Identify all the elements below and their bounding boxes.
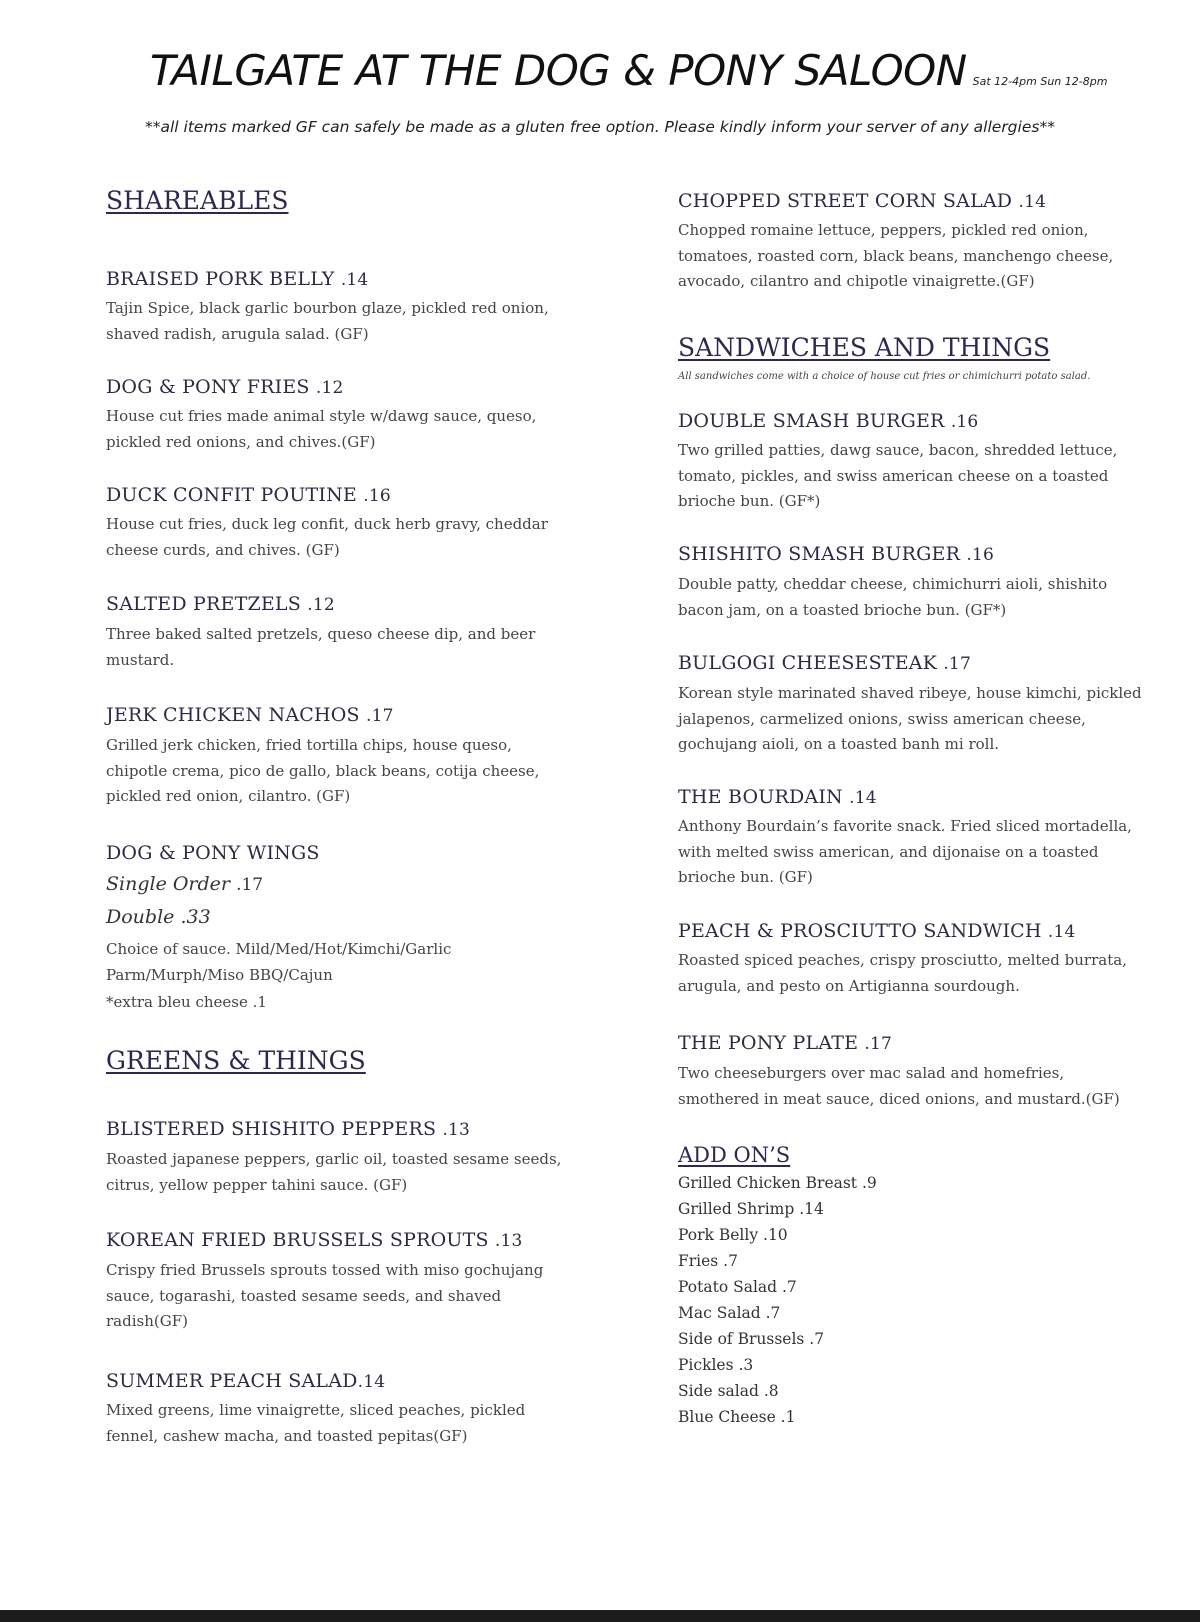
item-title: SALTED PRETZELS	[106, 593, 301, 615]
item-name	[678, 543, 994, 565]
item-price: .12	[315, 378, 344, 398]
section-shareables: SHAREABLES	[106, 186, 289, 215]
item-description: House cut fries, duck leg confit, duck herb gravy, cheddar cheese curds, and chives. (GF)	[106, 515, 548, 559]
wings-description: Choice of sauce. Mild/Med/Hot/Kimchi/Garlic Parm/Murph/Miso BBQ/Cajun	[106, 940, 452, 984]
wings-single-price: .17	[236, 875, 264, 895]
item-description: Mixed greens, lime vinaigrette, sliced peaches, pickled fennel, cashew macha, and toasted pepitas(GF)	[106, 1401, 526, 1445]
item-price: .16	[950, 412, 979, 432]
item-title: PEACH & PROSCIUTTO SANDWICH	[678, 920, 1042, 942]
item-title: SUMMER PEACH SALAD	[106, 1370, 358, 1392]
item-title: BULGOGI CHEESESTEAK	[678, 652, 938, 674]
item-title: SHISHITO SMASH BURGER	[678, 543, 961, 565]
addon-item: Side of Brussels .7	[678, 1330, 825, 1348]
item-description: Double patty, cheddar cheese, chimichurri aioli, shishito bacon jam, on a toasted brioche bun. (GF*)	[678, 575, 1108, 619]
item-price: .17	[943, 654, 971, 674]
bottom-border	[0, 1610, 1200, 1622]
item-name	[106, 484, 391, 506]
menu-title-text: TAILGATE AT THE DOG & PONY SALOON	[150, 46, 967, 95]
item-price: .14	[1047, 922, 1076, 942]
addon-item: Potato Salad .7	[678, 1278, 797, 1296]
section-greens: GREENS & THINGS	[106, 1046, 366, 1075]
item-description: Chopped romaine lettuce, peppers, pickled red onion, tomatoes, roasted corn, black beans, manchengo cheese, avocado, cilantro and chipotle vinaigrette.(GF)	[678, 221, 1114, 290]
addon-item: Fries .7	[678, 1252, 738, 1270]
item-title: BRAISED PORK BELLY	[106, 268, 335, 290]
item-name	[106, 268, 368, 290]
item-description: Three baked salted pretzels, queso cheese dip, and beer mustard.	[106, 625, 536, 669]
item-price: .17	[864, 1034, 893, 1054]
item-price: .14	[1018, 192, 1047, 212]
addon-item: Side salad .8	[678, 1382, 779, 1400]
item-name	[678, 410, 978, 432]
item-description: Two cheeseburgers over mac salad and homefries, smothered in meat sauce, diced onions, and mustard.(GF)	[678, 1064, 1120, 1108]
item-price: .14	[340, 270, 369, 290]
item-name	[106, 1370, 385, 1392]
addon-item: Pork Belly .10	[678, 1226, 788, 1244]
item-description: Korean style marinated shaved ribeye, house kimchi, pickled jalapenos, carmelized onions, swiss american cheese, gochujang aioli, on a toasted banh mi roll.	[678, 684, 1142, 753]
item-name	[106, 704, 394, 726]
addon-item: Grilled Shrimp .14	[678, 1200, 824, 1218]
addon-item: Mac Salad .7	[678, 1304, 781, 1322]
wings-name: DOG & PONY WINGS	[106, 842, 320, 864]
item-name	[106, 593, 335, 615]
item-title: DOG & PONY FRIES	[106, 376, 310, 398]
allergy-note: **all items marked GF can safely be made as a gluten free option. Please kindly inform your server of any allergies**	[145, 118, 1055, 136]
wings-extra: *extra bleu cheese .1	[106, 993, 267, 1011]
addon-item: Grilled Chicken Breast .9	[678, 1174, 877, 1192]
item-name	[106, 1229, 523, 1251]
item-title: KOREAN FRIED BRUSSELS SPROUTS	[106, 1229, 489, 1251]
item-price: .14	[357, 1372, 386, 1392]
addon-item: Blue Cheese .1	[678, 1408, 796, 1426]
item-title: THE PONY PLATE	[678, 1032, 859, 1054]
hours-text: Sat 12-4pm Sun 12-8pm	[972, 75, 1108, 88]
item-title: BLISTERED SHISHITO PEPPERS	[106, 1118, 437, 1140]
wings-double-label: Double	[106, 906, 175, 928]
item-title: JERK CHICKEN NACHOS	[106, 704, 360, 726]
section-addons: ADD ON’S	[678, 1143, 791, 1167]
item-name	[678, 786, 877, 808]
section-sandwiches: SANDWICHES AND THINGS	[678, 333, 1051, 362]
addon-item: Pickles .3	[678, 1356, 754, 1374]
item-title: CHOPPED STREET CORN SALAD	[678, 190, 1013, 212]
menu-title	[150, 46, 1150, 95]
wings-double	[106, 906, 211, 928]
item-price: .17	[366, 706, 394, 726]
item-title: THE BOURDAIN	[678, 786, 843, 808]
item-description: Roasted spiced peaches, crispy prosciutto, melted burrata, arugula, and pesto on Artigianna sourdough.	[678, 951, 1127, 995]
item-name	[678, 190, 1046, 212]
item-name	[678, 920, 1076, 942]
sandwich-side-note: All sandwiches come with a choice of house cut fries or chimichurri potato salad.	[678, 371, 1091, 382]
item-price: .12	[307, 595, 335, 615]
item-title: DOUBLE SMASH BURGER	[678, 410, 945, 432]
item-name	[678, 652, 971, 674]
item-price: .13	[442, 1120, 471, 1140]
item-name	[678, 1032, 892, 1054]
wings-double-price: .33	[180, 906, 211, 928]
item-description: Two grilled patties, dawg sauce, bacon, shredded lettuce, tomato, pickles, and swiss american cheese on a toasted brioche bun. (GF*)	[678, 441, 1118, 510]
item-title: DUCK CONFIT POUTINE	[106, 484, 358, 506]
wings-single	[106, 873, 263, 895]
item-price: .14	[849, 788, 877, 808]
item-price: .16	[966, 545, 995, 565]
item-description: Roasted japanese peppers, garlic oil, toasted sesame seeds, citrus, yellow pepper tahini sauce. (GF)	[106, 1150, 562, 1194]
item-description: Grilled jerk chicken, fried tortilla chips, house queso, chipotle crema, pico de gallo, black beans, cotija cheese, pickled red onion, cilantro. (GF)	[106, 736, 540, 805]
item-description: House cut fries made animal style w/dawg sauce, queso, pickled red onions, and chives.(GF)	[106, 407, 537, 451]
item-name	[106, 376, 344, 398]
item-description: Tajin Spice, black garlic bourbon glaze, pickled red onion, shaved radish, arugula salad. (GF)	[106, 299, 549, 343]
item-description: Crispy fried Brussels sprouts tossed with miso gochujang sauce, togarashi, toasted sesame seeds, and shaved radish(GF)	[106, 1261, 544, 1330]
item-description: Anthony Bourdain’s favorite snack. Fried sliced mortadella, with melted swiss american, and dijonaise on a toasted brioche bun. (GF)	[678, 817, 1132, 886]
item-name	[106, 1118, 470, 1140]
item-price: .13	[494, 1231, 523, 1251]
wings-single-label: Single Order	[106, 873, 231, 895]
item-price: .16	[363, 486, 391, 506]
